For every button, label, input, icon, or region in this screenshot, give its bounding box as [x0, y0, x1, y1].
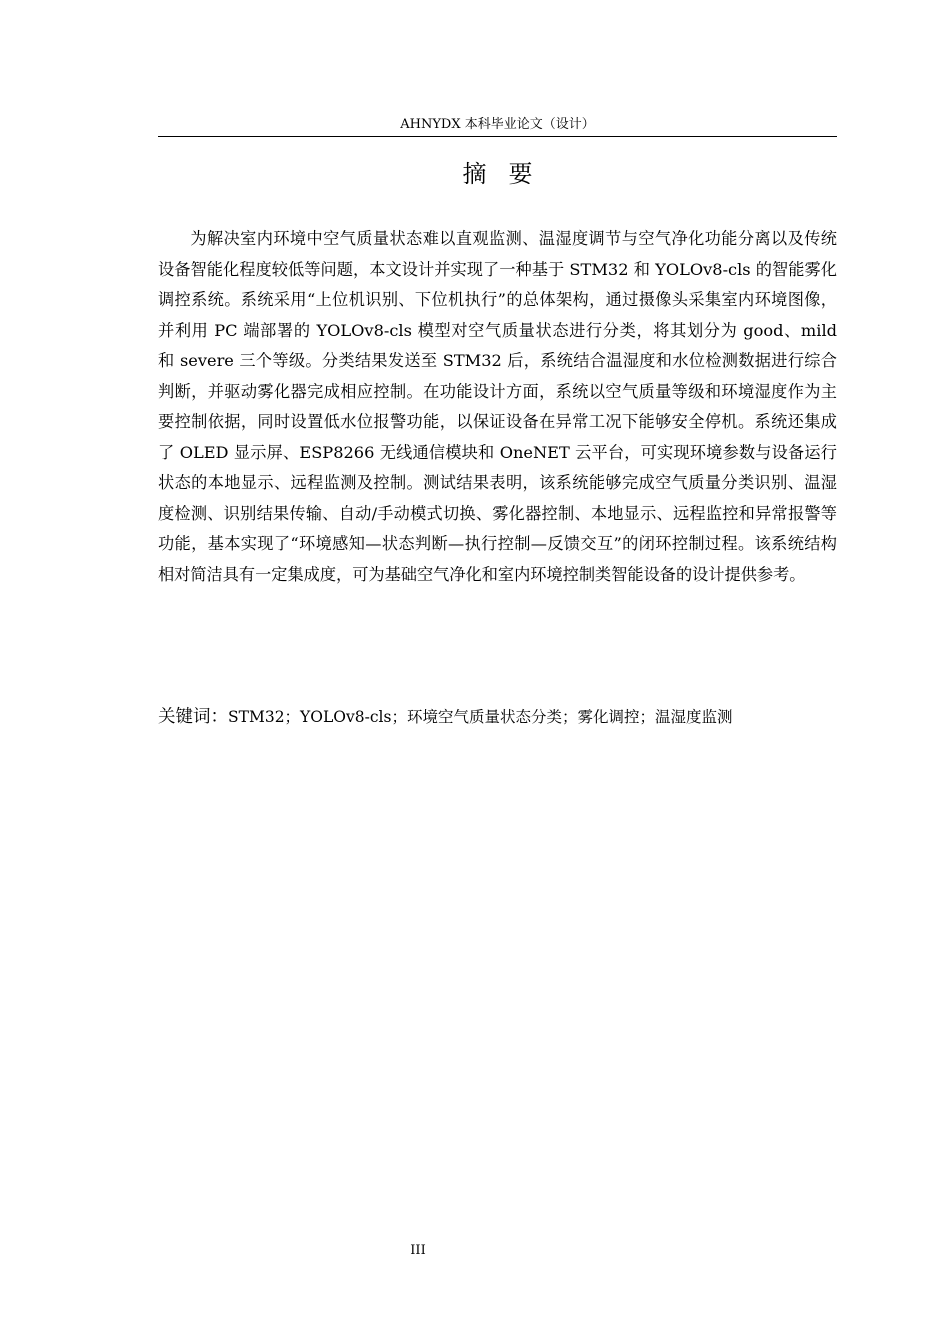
page-number: III — [410, 1243, 426, 1258]
keywords-line — [158, 702, 837, 732]
page-title: 摘要 — [462, 160, 555, 188]
abstract-body: 为解决室内环境中空气质量状态难以直观监测、温湿度调节与空气净化功能分离以及传统设备智能化程度较低等问题，本文设计并实现了一种基于 STM32 和 YOLOv8-cls 的智能雾化调控系统。系统采用“上位机识别、下位机执行”的总体架构，通过摄像头采集室内环境图像，并利用 PC 端部署的 YOLOv8-cls 模型对空气质量状态进行分类，将其划分为 good、mild 和 severe 三个等级。分类结果发送至 STM32 后，系统结合温湿度和水位检测数据进行综合判断，并驱动雾化器完成相应控制。在功能设计方面，系统以空气质量等级和环境湿度作为主要控制依据，同时设置低水位报警功能，以保证设备在异常工况下能够安全停机。系统还集成了 OLED 显示屏、ESP8266 无线通信模块和 OneNET 云平台，可实现环境参数与设备运行状态的本地显示、远程监测及控制。测试结果表明，该系统能够完成空气质量分类识别、温湿度检测、识别结果传输、自动/手动模式切换、雾化器控制、本地显示、远程监控和异常报警等功能，基本实现了“环境感知—状态判断—执行控制—反馈交互”的闭环控制过程。该系统结构相对简洁具有一定集成度，可为基础空气净化和室内环境控制类智能设备的设计提供参考。 — [158, 229, 837, 584]
keywords-label: 关键词： — [158, 707, 228, 727]
header-divider — [158, 136, 837, 137]
running-header: AHNYDX 本科毕业论文（设计） — [400, 117, 595, 132]
keywords-text: STM32；YOLOv8-cls；环境空气质量状态分类；雾化调控；温湿度监测 — [228, 708, 733, 726]
